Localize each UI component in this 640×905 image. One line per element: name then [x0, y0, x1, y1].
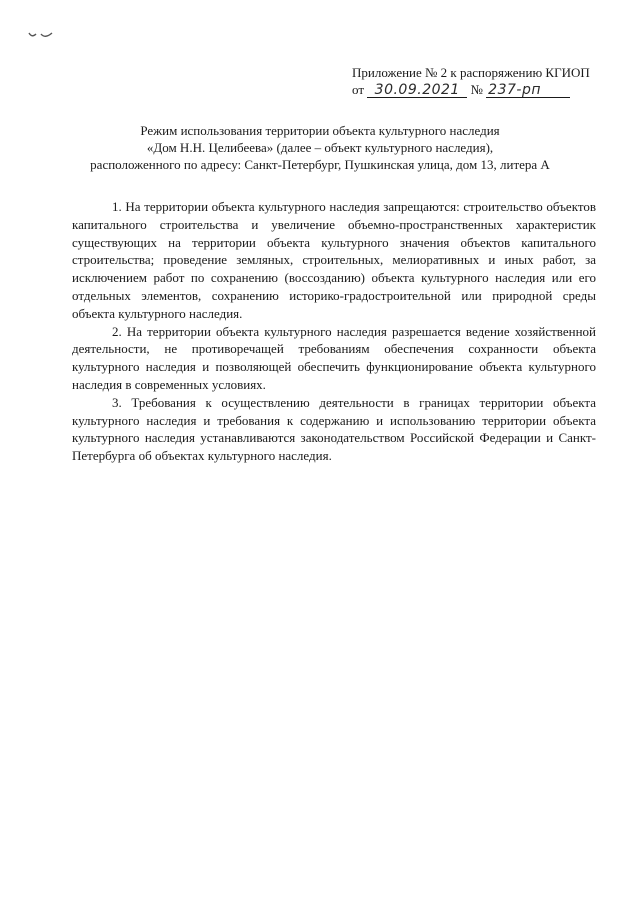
annex-header	[352, 64, 602, 98]
title-line-1: Режим использования территории объекта культурного наследия	[140, 123, 500, 138]
annex-date-number-line	[352, 81, 602, 98]
number-label: №	[470, 82, 483, 97]
annex-reference: Приложение № 2 к распоряжению КГИОП	[352, 65, 590, 80]
paragraph-1: 1. На территории объекта культурного наследия запрещаются: строительство объектов капитального строительства и увеличение объемно-пространственных характеристик существующих на территории объекта культурного значения объектов капитального строительства; проведение земляных, строительных, мелиоративных и иных работ, за исключением работ по сохранению (воссозданию) объекта культурного наследия или его отдельных элементов, сохранению историко-градостроительной или природной среды объекта культурного наследия.	[72, 199, 596, 321]
handwritten-number: 237-рп	[486, 83, 570, 98]
paragraph-2: 2. На территории объекта культурного наследия разрешается ведение хозяйственной деятельности, не противоречащей требованиям обеспечения сохранности объекта культурного наследия и позволяющей обеспечить функционирование объекта культурного наследия в современных условиях.	[72, 323, 596, 392]
title-line-2: «Дом Н.Н. Целибеева» (далее – объект культурного наследия),	[146, 140, 494, 155]
scan-corner-mark	[28, 30, 54, 40]
from-label: от	[352, 82, 365, 97]
handwritten-date: 30.09.2021	[367, 83, 467, 98]
paragraph-3: 3. Требования к осуществлению деятельности в границах территории объекта культурного наследия и требования к содержанию и использованию территории объекта культурного наследия устанавливаются законодательством Российской Федерации и Санкт-Петербурга об объектах культурного наследия.	[72, 394, 596, 464]
title-line-3: расположенного по адресу: Санкт-Петербург, Пушкинская улица, дом 13, литера А	[90, 157, 550, 172]
document-body	[72, 198, 596, 465]
document-title	[60, 122, 580, 173]
